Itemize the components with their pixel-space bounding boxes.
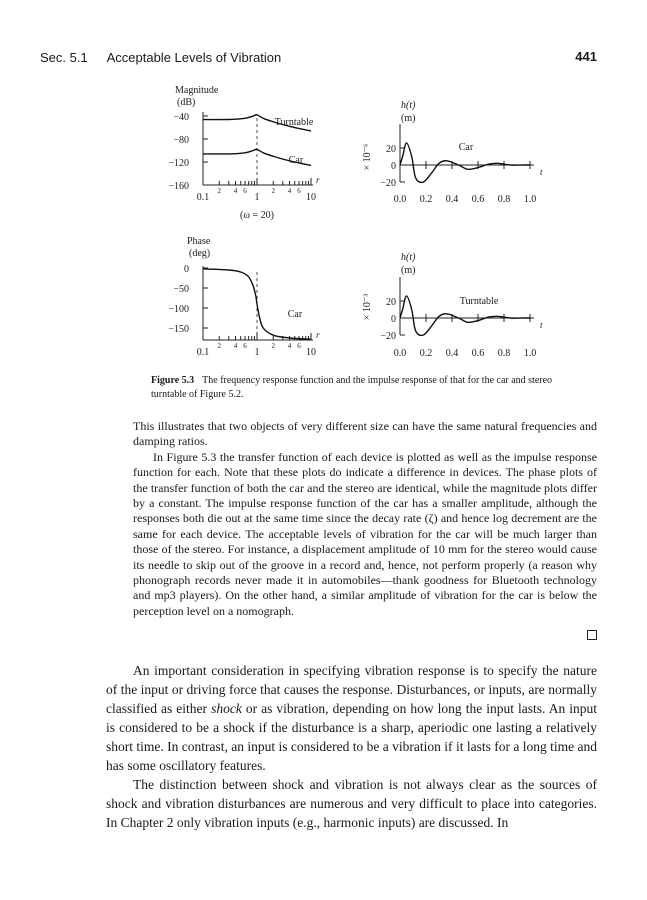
minor-tick-label: 6	[243, 342, 247, 350]
paragraph-text: or as vibration, depending on how long the input lasts. An input is considered to be a shock if the disturbance is a sharp, aperiodic one lasting a relatively short time. In contrast, an input is considered to be a vibration if it lasts for a long time and has some oscillatory features.	[106, 701, 597, 773]
figure-label: Figure 5.3	[151, 375, 195, 386]
minor-tick-label: 6	[297, 342, 301, 350]
paragraph-text: The distinction between shock and vibration is not always clear as the sources of shock and vibration disturbances are numerous and very difficult to place into categories. In Chapter 2 only vibration inputs (e.g., harmonic inputs) are discussed. In	[106, 777, 597, 830]
y-tick-label: −120	[168, 158, 189, 169]
x-tick-label: 1	[254, 192, 260, 203]
x-tick-label: 1.0	[523, 348, 537, 359]
figure-caption	[151, 374, 571, 402]
scale-factor-label: × 10⁻³	[362, 293, 373, 321]
example-text	[133, 419, 597, 619]
figure-5-3	[0, 0, 647, 370]
section-title: Acceptable Levels of Vibration	[106, 50, 282, 65]
scale-factor-label: × 10⁻⁶	[362, 143, 373, 171]
y-tick-label: −20	[380, 178, 396, 189]
caption-text: The frequency response function and the impulse response of that for the car and stereo turntable of Figure 5.2.	[151, 375, 553, 400]
y-tick-label: −50	[173, 284, 189, 295]
emphasis-shock: shock	[211, 701, 242, 716]
axis-title-units: (m)	[401, 113, 416, 124]
y-tick-label: −150	[168, 324, 189, 335]
y-tick-label: −100	[168, 304, 189, 315]
x-tick-label: 0.2	[419, 194, 433, 205]
series-label-turntable: Turntable	[274, 117, 314, 128]
x-axis-label: r	[316, 175, 320, 185]
y-tick-label: −160	[168, 181, 189, 192]
series-label-car: Car	[287, 309, 303, 320]
page-number: 441	[575, 49, 597, 64]
x-tick-label: 0.8	[497, 194, 511, 205]
y-tick-label: 0	[184, 264, 189, 275]
minor-tick-label: 2	[217, 187, 222, 195]
paragraph-text: An important consideration in specifying vibration response is to specify the nature of the input or driving force that causes the response. Disturbances, or inputs, are normally classified as either	[106, 663, 597, 716]
y-tick-label: 20	[386, 144, 396, 155]
axis-title: h(t)	[401, 252, 416, 263]
frequency-annotation: (ω = 20)	[240, 210, 274, 221]
series-label-car: Car	[458, 142, 474, 153]
y-tick-label: 20	[386, 297, 396, 308]
x-tick-label: 0.2	[419, 348, 433, 359]
x-tick-label: 0.4	[445, 194, 459, 205]
minor-tick-label: 6	[297, 187, 301, 195]
minor-tick-label: 4	[287, 187, 292, 195]
x-tick-label: 10	[306, 192, 316, 203]
body-text	[106, 661, 597, 832]
x-tick-label: 10	[306, 347, 316, 358]
x-axis-label: t	[540, 167, 543, 177]
axis-title-units: (deg)	[189, 248, 211, 259]
minor-tick-label: 6	[243, 187, 247, 195]
minor-tick-label: 4	[233, 187, 238, 195]
axis-title: Phase	[187, 236, 211, 247]
minor-tick-label: 4	[233, 342, 238, 350]
example-paragraph: This illustrates that two objects of very different size can have the same natural frequencies and damping ratios.	[133, 419, 597, 449]
series-label-car: Car	[288, 155, 304, 166]
y-tick-label: 0	[391, 161, 396, 172]
series-label-turntable: Turntable	[459, 296, 499, 307]
x-axis-label: t	[540, 320, 543, 330]
axis-title: h(t)	[401, 100, 416, 111]
x-tick-label: 0.0	[393, 194, 407, 205]
end-of-example-square	[587, 630, 597, 640]
x-tick-label: 1.0	[523, 194, 537, 205]
x-tick-label: 0.1	[196, 347, 210, 358]
x-tick-label: 0.6	[471, 348, 485, 359]
minor-tick-label: 2	[271, 342, 276, 350]
y-tick-label: −80	[173, 135, 189, 146]
x-tick-label: 0.0	[393, 348, 407, 359]
section-number: Sec. 5.1	[40, 50, 88, 65]
body-paragraph	[106, 775, 597, 832]
axis-title-units: (m)	[401, 265, 416, 276]
x-tick-label: 0.1	[196, 192, 210, 203]
x-axis-label: r	[316, 330, 320, 340]
example-paragraph: In Figure 5.3 the transfer function of each device is plotted as well as the impulse response function for each. Note that these plots do indicate a difference in devices. The phase plots of the transfer function of both the car and the stereo are identical, while the magnitude plots differ by a constant. The impulse response function of the car has a smaller amplitude, although the responses both die out at the same time since the decay rate (ζ) and hence log decrement are the same for each device. The acceptable levels of vibration for the car will be much larger than those of the stereo. For instance, a displacement amplitude of 10 mm for the stereo would cause its needle to skip out of the groove in a record and, hence, not perform properly (a reason why phonograph records never made it in automobiles—thank goodness for Bluetooth technology and mp3 players). On the other hand, a similar amplitude of vibration for the car is below the perception level on a nomograph.	[133, 449, 597, 618]
axis-title-units: (dB)	[177, 97, 196, 108]
y-tick-label: 0	[391, 314, 396, 325]
axis-title: Magnitude	[175, 85, 219, 96]
body-paragraph	[106, 661, 597, 775]
minor-tick-label: 2	[271, 187, 276, 195]
x-tick-label: 0.4	[445, 348, 459, 359]
x-tick-label: 0.6	[471, 194, 485, 205]
minor-tick-label: 2	[217, 342, 222, 350]
x-tick-label: 1	[254, 347, 260, 358]
minor-tick-label: 4	[287, 342, 292, 350]
x-tick-label: 0.8	[497, 348, 511, 359]
y-tick-label: −40	[173, 112, 189, 123]
y-tick-label: −20	[380, 331, 396, 342]
